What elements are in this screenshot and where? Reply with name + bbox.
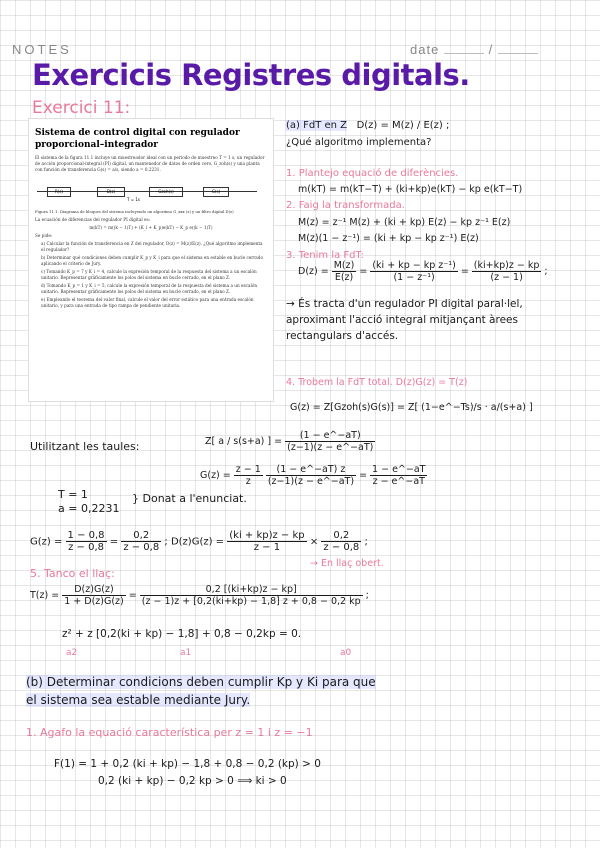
step-4: 4. Trobem la FdT total. D(z)G(z) = T(z) [286, 377, 468, 388]
excerpt-item-e: e) Empleando el teorema del valor final, calcule el valor del error estático para una entrada escalón unitario, y para una entrada de tipo rampa de pendiente unitaria. [41, 297, 254, 308]
block-sampling: T = 1s [127, 197, 140, 202]
block-gs: G(s) [203, 187, 229, 197]
tables-label: Utilitzant les taules: [30, 440, 140, 453]
step-2: 2. Faig la transformada. [286, 200, 405, 211]
part-b-line2: el sistema sea estable mediante Jury. [26, 693, 251, 707]
jury-ki-condition: 0,2 (ki + kp) − 0,2 kp > 0 ⟹ ki > 0 [98, 775, 287, 787]
step-3: 3. Tenim la FdT: [286, 250, 364, 261]
g-numeric-eq: G(z) = $\frac{1 - 0,8}{z - 0,8}$ = $\frac{0,2}{z - 0,8}$ ; D(z)G(z) = $\frac{(ki + kp)z - kp}{z - 1}$ × $\frac{0,2}{z - 0,8}$ ; [30, 530, 368, 553]
excerpt-title: Sistema de control digital con regulador proporcional–integrador [35, 128, 240, 150]
g-of-z-eq: G(z) = $\frac{z - 1}{z}$ $\frac{(1 - e\^{}-aT) z}{(z-1)(z - e\^{}-aT)}$ = $\frac{1 - e\^{}-aT}{z - e\^{}-aT}$ [200, 464, 426, 487]
transfer-function-d: D(z) = $\frac{M(z)}{E(z)}$ = $\frac{\text{(ki + kp − kp z⁻¹)}}{\text{(1 − z⁻¹)}}$ = $\frac{(ki+kp)z - kp}{(z - 1)}$ ; [298, 260, 548, 283]
part-b-line1: (b) Determinar condicions deben cumplir Kp y Ki para que [26, 675, 376, 689]
block-gzoh: Gzoh(s) [149, 187, 183, 197]
block-dz: D(z) [97, 187, 125, 197]
coef-a2: a2 [66, 648, 78, 658]
exercise-heading: Exercici 11: [32, 98, 131, 118]
excerpt-caption: Figura 11.1. Diagrama de bloques del sistema incluyendo un algoritmo G_xxx (z) y un filtro digital D(z) [35, 209, 234, 214]
page-title: Exercicis Registres digitals. [32, 58, 470, 92]
closed-loop-tf: T(z) = $\frac{D(z)G(z)}{1 + D(z)G(z)}$ = $\frac{0,2 [(ki+kp)z - kp]}{(z - 1)z + [0,2(ki+kp) - 1,8] z + 0,8 - 0,2 kp}$ ; [30, 584, 369, 607]
excerpt-item-d: d) Tomando K_p = 1 y K_i = 5, calcule la expresión temporal de la respuesta del sistema a un escalón unitario. Representar gráficamente los polos del sistema en bucle cerrado, en el plano Z. [41, 283, 258, 294]
coef-a0: a0 [340, 648, 352, 658]
characteristic-equation: z² + z [0,2(ki + kp) − 1,8] + 0,8 − 0,2kp = 0. [62, 628, 302, 640]
excerpt-item-c: c) Tomando K_p = 7 y K_i = 4, calcule la expresión temporal de la respuesta del sistema a un escalón unitario. Representar gráficamente los polos del sistema en bucle cerrado, en el plano Z. [41, 269, 257, 280]
open-loop-note: → En llaç obert. [310, 558, 384, 569]
part-a-label: (a) FdT en Z D(z) = M(z) / E(z) ; [286, 120, 450, 131]
regulator-note: → És tracta d'un regulador PI digital paral·lel, aproximant l'acció integral mitjançant àrees rectangulars d'accés. [286, 298, 523, 342]
z-transform-factored: M(z)(1 − z⁻¹) = (ki + kp − kp z⁻¹) E(z) [298, 233, 479, 244]
part-b-step1: 1. Agafo la equació característica per z = 1 i z = −1 [26, 726, 313, 739]
textbook-excerpt [28, 118, 274, 402]
g-of-z-definition: G(z) = Z[Gzoh(s)G(s)] = Z[ (1−e^−Ts)/s · a/(s+a) ] [290, 402, 533, 413]
tables-eq: Z[ a / s(s+a) ] = $\frac{(1 - e\^{}-aT)}{(z-1)(z - e\^{}-aT)}$ [205, 430, 374, 453]
date-slash: / [488, 42, 494, 57]
a-value: a = 0,2231 [58, 502, 120, 515]
step-5: 5. Tanco el llaç: [30, 567, 115, 580]
notes-header: NOTES [12, 42, 72, 57]
excerpt-eq: m(kT) = m((k − 1)T) + (K_i + K_p)e(kT) − K_p e((k − 1)T) [89, 225, 213, 230]
coef-a1: a1 [180, 648, 192, 658]
excerpt-item-b: b) Determinar qué condiciones deben cumplir K_p y K_i para que el sistema en estable en bucle cerrado aplicando el criterio de Jury. [41, 255, 263, 266]
given-note: } Donat a l'enunciat. [132, 492, 247, 505]
date-label [410, 42, 538, 57]
block-diagram [37, 177, 265, 205]
excerpt-item-a: a) Calcular la función de transferencia en Z del regulador, D(z) = M(z)/E(z). ¿Qué algoritmo implementa el regulador? [41, 241, 263, 252]
step-1: 1. Plantejo equació de diferències. [286, 168, 459, 179]
sample-period: T = 1 [58, 488, 88, 501]
difference-equation: m(kT) = m(kT−T) + (ki+kp)e(kT) − kp e(kT−T) [298, 184, 523, 195]
d-definition: D(z) = M(z) / E(z) ; [356, 120, 450, 131]
part-a-question: ¿Qué algoritmo implementa? [286, 137, 432, 148]
date-text: date [410, 42, 440, 57]
excerpt-eq-intro: La ecuación de diferencias del regulador PI digital es: [35, 217, 151, 222]
jury-f1: F(1) = 1 + 0,2 (ki + kp) − 1,8 + 0,8 − 0,2 (kp) > 0 [54, 758, 321, 770]
z-transform-eq: M(z) = z⁻¹ M(z) + (ki + kp) E(z) − kp z⁻¹ E(z) [298, 217, 511, 228]
excerpt-intro: El sistema de la figura 11.1 incluye un muestreador ideal con un periodo de muestreo T = 1 s, un regulador de acción proporcional-integral (PI) digital, un mantenedor de datos de orden cero, G_zoh(s) y una planta con función de transferencia G(s) = a/s, siendo a = 0.2231. [35, 155, 265, 172]
excerpt-ask: Se pide: [35, 233, 53, 238]
block-input: R(s) [47, 187, 71, 197]
